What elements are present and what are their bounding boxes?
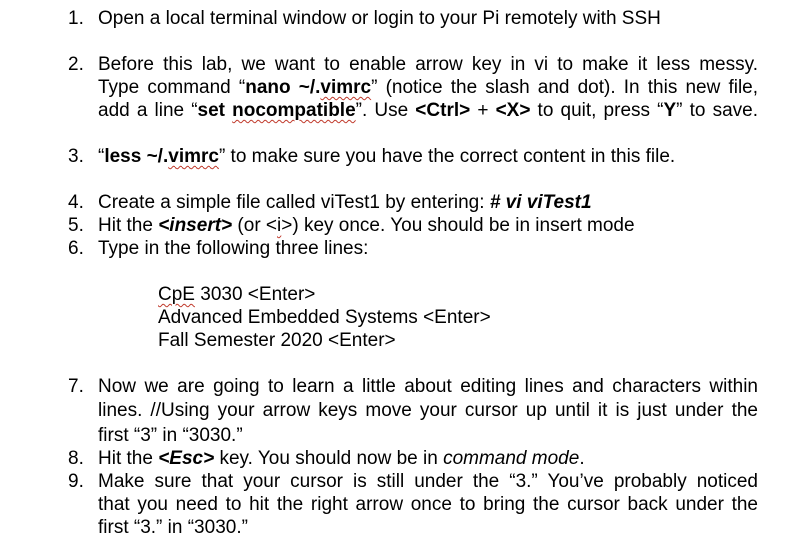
item-number: 2.	[68, 54, 84, 75]
item-text: Now we are going to learn a little about editing lines and characters within	[98, 376, 758, 397]
item-text: Before this lab, we want to enable arrow key in vi to make it less messy.	[98, 54, 758, 75]
item-text: first “3.” in “3030.”	[98, 517, 248, 538]
item-number: 5.	[68, 215, 84, 236]
item-text: Type in the following three lines:	[98, 238, 369, 259]
spellcheck-word: CpE	[158, 284, 195, 305]
item-text: Hit the <Esc> key. You should now be in command mode.	[98, 448, 585, 469]
spellcheck-word: i	[277, 215, 282, 236]
item-number: 4.	[68, 192, 84, 213]
item-text: add a line “set nocompatible”. Use <Ctrl> + <X> to quit, press “Y” to save.	[98, 100, 759, 121]
item-text: Hit the <insert> (or <i>) key once. You should be in insert mode	[98, 215, 635, 236]
item-number: 8.	[68, 448, 84, 469]
item-text: Make sure that your cursor is still under the “3.” You’ve probably noticed	[98, 471, 758, 492]
spellcheck-word: vimrc	[168, 146, 219, 167]
item-text: Type command “nano ~/.vimrc” (notice the slash and dot). In this new file,	[98, 77, 759, 98]
item-number: 7.	[68, 376, 84, 397]
item-text: “less ~/.vimrc” to make sure you have the correct content in this file.	[98, 146, 676, 167]
item-text: Open a local terminal window or login to your Pi remotely with SSH	[98, 8, 661, 29]
item-number: 1.	[68, 8, 84, 29]
item-text: Create a simple file called viTest1 by entering: # vi viTest1	[98, 192, 592, 213]
item-text: first “3” in “3030.”	[98, 425, 243, 446]
item-number: 3.	[68, 146, 84, 167]
spellcheck-word: vimrc	[320, 77, 372, 98]
item-number: 9.	[68, 471, 84, 492]
item-number: 6.	[68, 238, 84, 259]
item-text: that you need to hit the right arrow once to bring the cursor back under the	[98, 494, 758, 515]
item-text: lines. //Using your arrow keys move your cursor up until it is just under the	[98, 400, 758, 421]
spellcheck-word: nocompatible	[232, 100, 356, 121]
